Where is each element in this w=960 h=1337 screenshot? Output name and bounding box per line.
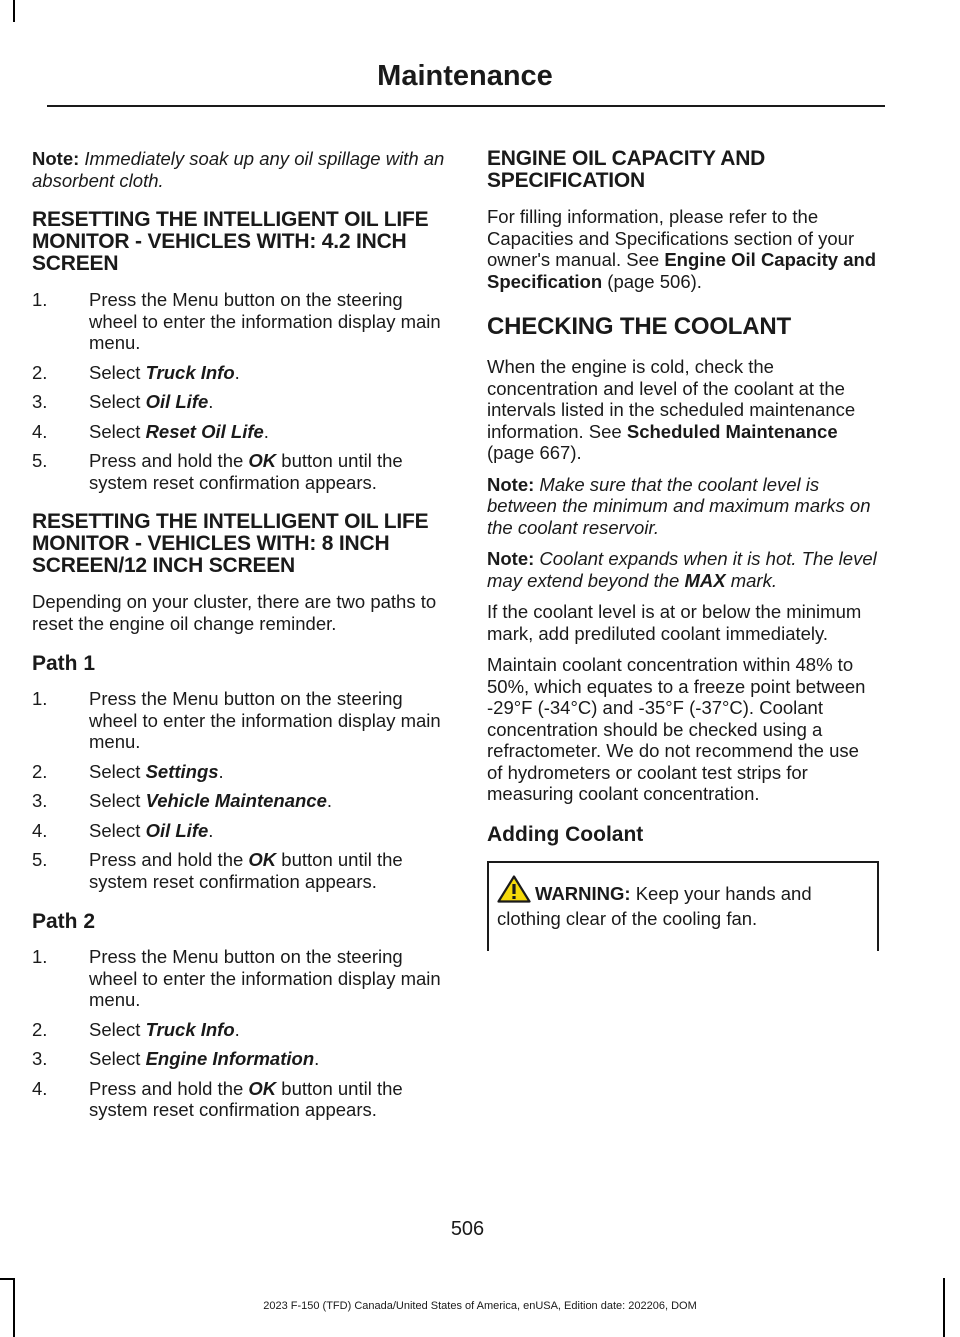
step-text-end: . [263,420,269,442]
note-text: Coolant expands when it is hot. The level may extend beyond the [487,548,877,591]
section-heading-checking-coolant: CHECKING THE COOLANT [487,313,791,340]
step-text: Select [89,391,146,412]
step-number: 3. [32,391,48,412]
step-number: 3. [32,790,48,811]
list-step [32,849,450,892]
ui-menu-label: Truck Info [145,361,235,383]
page-reference: (page 667). [487,442,582,463]
step-text-end: . [326,790,332,811]
note-label: Note: [487,473,535,495]
step-number: 5. [32,849,48,870]
paragraph-coolant-concentration: Maintain coolant concentration within 48% to 50%, which equates to a freeze point between -29°F (-34°C) and -35°F (-37°C). Coolant concentration should be checked using a refractometer. We do not recommend the use of hydrometers or coolant test strips for measuring coolant concentration. [487,654,866,804]
link-scheduled-maintenance[interactable]: Scheduled Maintenance [626,420,838,442]
list-step [32,820,450,842]
step-text-end: button until the system reset confirmation appears. [89,450,403,493]
step-text-end: . [234,361,240,383]
step-text: Press and hold the [89,1077,249,1099]
paragraph-oil-capacity [487,206,879,292]
steps-path-1 [32,688,450,892]
step-number: 2. [32,361,48,383]
paragraph-text: For filling information, please refer to the Capacities and Specifications section of your owner's manual. See [487,206,855,270]
right-column [487,148,879,951]
step-text-end: . [208,819,214,841]
note-text-end: mark. [725,569,777,591]
ui-menu-label: Engine Information [145,1048,315,1069]
link-engine-oil-capacity[interactable]: Engine Oil Capacity and Specification [487,249,877,292]
step-text: Press and hold the [89,450,249,471]
section-heading-reset-4-2: RESETTING THE INTELLIGENT OIL LIFE MONITOR - VEHICLES WITH: 4.2 INCH SCREEN [32,208,429,275]
ui-menu-label: Settings [145,760,219,782]
ui-menu-label: Truck Info [145,1018,235,1040]
step-text-end: . [208,391,214,412]
step-number: 1. [32,688,48,709]
step-text: Press the Menu button on the steering wheel to enter the information display main menu. [89,688,441,752]
list-step [32,289,450,354]
paragraph-text: When the engine is cold, check the concentration and level of the coolant at the intervals listed in the scheduled maintenance information. See [487,356,856,442]
warning-triangle-icon [497,875,531,908]
ui-menu-label: Oil Life [145,391,209,412]
list-step [32,1078,450,1121]
page-title: Maintenance [377,60,553,92]
left-column [32,148,450,1129]
section-heading-reset-8-12: RESETTING THE INTELLIGENT OIL LIFE MONITOR - VEHICLES WITH: 8 INCH SCREEN/12 INCH SCREEN [32,510,429,577]
list-step [32,688,450,753]
step-text: Select [89,1048,146,1069]
page-reference: (page 506). [602,270,702,292]
list-step [32,946,450,1011]
step-text-end: . [234,1018,240,1040]
paragraph-coolant-level: If the coolant level is at or below the minimum mark, add prediluted coolant immediately. [487,601,862,644]
note-coolant-marks [487,474,879,539]
list-step [32,362,450,384]
warning-label: WARNING: [535,882,631,904]
step-number: 5. [32,450,48,471]
ui-menu-label: Reset Oil Life [145,420,264,442]
ui-label-max: MAX [684,569,726,591]
list-step [32,421,450,443]
step-number: 1. [32,289,48,310]
step-text-end: button until the system reset confirmation appears. [89,1077,403,1120]
subheading-path-1: Path 1 [32,652,96,675]
list-step [32,790,450,812]
ui-menu-label: OK [248,1077,277,1099]
footer-edition: 2023 F-150 (TFD) Canada/United States of America, enUSA, Edition date: 202206, DOM [263,1300,697,1312]
step-text: Press and hold the [89,849,249,870]
step-text: Select [89,819,146,841]
note-label: Note: [487,548,535,569]
warning-text: Keep your hands and clothing clear of the cooling fan. [497,882,812,929]
note-spillage [32,148,450,191]
subheading-adding-coolant: Adding Coolant [487,822,644,846]
step-text: Select [89,420,146,442]
step-text-end: . [314,1048,320,1069]
crop-mark-bottom-edge [0,1278,15,1280]
step-text-end: . [218,760,224,782]
note-label: Note: [32,148,80,169]
step-text-end: button until the system reset confirmation appears. [89,849,403,892]
step-number: 2. [32,760,48,782]
list-step [32,1048,450,1070]
step-text: Select [89,790,146,811]
step-text: Press the Menu button on the steering wheel to enter the information display main menu. [89,289,441,353]
step-text: Select [89,1018,146,1040]
ui-menu-label: OK [248,849,277,870]
note-coolant-expands [487,548,879,591]
step-number: 3. [32,1048,48,1069]
step-number: 4. [32,420,48,442]
note-text: Make sure that the coolant level is between the minimum and maximum marks on the coolant reservoir. [487,473,871,538]
paragraph-paths-intro: Depending on your cluster, there are two paths to reset the engine oil change reminder. [32,591,437,634]
steps-reset-4-2 [32,289,450,493]
list-step [32,1019,450,1041]
steps-path-2 [32,946,450,1121]
list-step [32,391,450,413]
list-step [32,761,450,783]
section-heading-oil-capacity: ENGINE OIL CAPACITY AND SPECIFICATION [487,147,766,192]
step-number: 1. [32,946,48,967]
page-number: 506 [450,1218,485,1240]
step-text: Press the Menu button on the steering wheel to enter the information display main menu. [89,946,441,1010]
warning-box [487,861,879,951]
subheading-path-2: Path 2 [32,910,96,933]
step-text: Select [89,361,146,383]
paragraph-coolant-check [487,356,879,464]
ui-menu-label: OK [248,450,277,471]
step-number: 2. [32,1018,48,1040]
crop-mark-top-left [13,0,15,22]
step-number: 4. [32,1077,48,1099]
ui-menu-label: Vehicle Maintenance [145,790,327,811]
step-text: Select [89,760,146,782]
step-number: 4. [32,819,48,841]
ui-menu-label: Oil Life [145,819,209,841]
note-text: Immediately soak up any oil spillage with an absorbent cloth. [32,148,445,191]
list-step [32,450,450,493]
header-divider [47,105,885,107]
